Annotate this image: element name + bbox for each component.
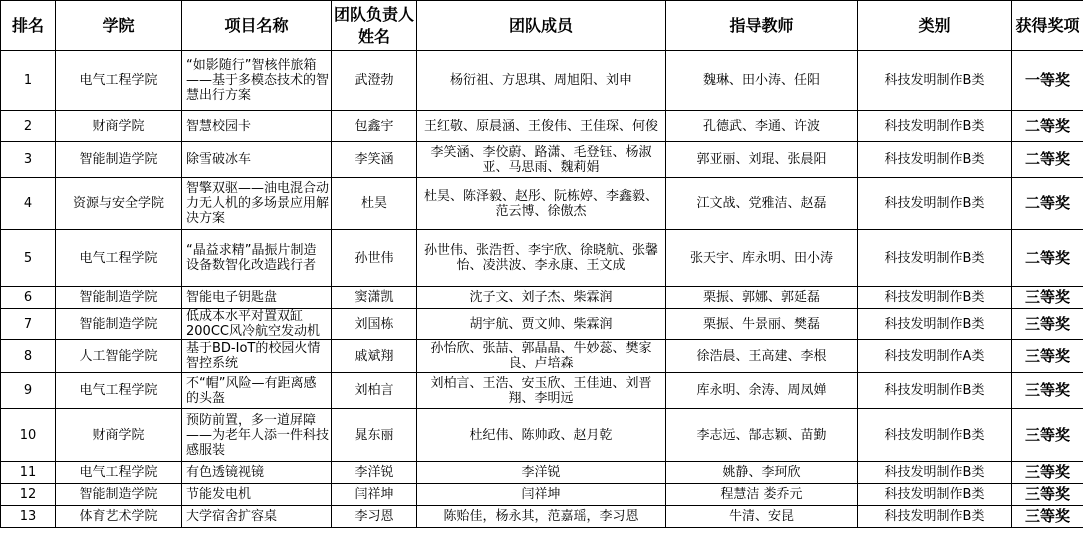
leader-cell: 窦潇凯 (332, 287, 417, 309)
header-teachers: 指导教师 (666, 1, 858, 51)
members-cell: 胡宇航、贾文帅、柴霖润 (417, 309, 666, 340)
award-cell: 一等奖 (1012, 51, 1083, 111)
college-cell: 智能制造学院 (56, 142, 182, 178)
rank-cell: 6 (1, 287, 56, 309)
category-cell: 科技发明制作A类 (858, 340, 1012, 373)
table-row (1, 506, 1083, 528)
table-row (1, 230, 1083, 287)
leader-cell: 李习恩 (332, 506, 417, 528)
award-cell: 二等奖 (1012, 178, 1083, 230)
award-cell: 三等奖 (1012, 462, 1083, 484)
rank-cell: 3 (1, 142, 56, 178)
teachers-cell: 魏琳、田小涛、任阳 (666, 51, 858, 111)
teachers-cell: 栗振、郭娜、郭延磊 (666, 287, 858, 309)
category-cell: 科技发明制作B类 (858, 287, 1012, 309)
header-members: 团队成员 (417, 1, 666, 51)
rank-cell: 11 (1, 462, 56, 484)
rank-cell: 9 (1, 373, 56, 409)
teachers-cell: 姚静、李珂欣 (666, 462, 858, 484)
project-cell: 大学宿舍扩容桌 (182, 506, 332, 528)
members-cell: 闫祥坤 (417, 484, 666, 506)
members-cell: 杨衍祖、方思琪、周旭阳、刘申 (417, 51, 666, 111)
award-cell: 三等奖 (1012, 373, 1083, 409)
teachers-cell: 李志远、郜志颖、苗勤 (666, 409, 858, 462)
award-cell: 三等奖 (1012, 287, 1083, 309)
members-cell: 李洋锐 (417, 462, 666, 484)
project-cell: “如影随行”智核伴旅箱——基于多模态技术的智慧出行方案 (182, 51, 332, 111)
members-cell: 杜纪伟、陈帅政、赵月乾 (417, 409, 666, 462)
project-cell: 低成本水平对置双缸200CC风冷航空发动机 (182, 309, 332, 340)
table-row (1, 340, 1083, 373)
leader-cell: 闫祥坤 (332, 484, 417, 506)
category-cell: 科技发明制作B类 (858, 309, 1012, 340)
project-cell: 智能电子钥匙盘 (182, 287, 332, 309)
college-cell: 电气工程学院 (56, 230, 182, 287)
category-cell: 科技发明制作B类 (858, 373, 1012, 409)
table-row (1, 484, 1083, 506)
project-cell: 智慧校园卡 (182, 111, 332, 142)
project-cell: 基于BD-IoT的校园火情智控系统 (182, 340, 332, 373)
table-row (1, 51, 1083, 111)
teachers-cell: 江文战、党雅洁、赵磊 (666, 178, 858, 230)
members-cell: 沈子文、刘子杰、柴霖润 (417, 287, 666, 309)
leader-cell: 李笑涵 (332, 142, 417, 178)
members-cell: 孙怡欣、张喆、郭晶晶、牛妙蕊、樊家良、卢培森 (417, 340, 666, 373)
college-cell: 电气工程学院 (56, 51, 182, 111)
college-cell: 电气工程学院 (56, 373, 182, 409)
leader-cell: 刘柏言 (332, 373, 417, 409)
leader-cell: 武澄勃 (332, 51, 417, 111)
members-cell: 陈贻佳，杨永其，范嘉瑶，李习恩 (417, 506, 666, 528)
header-leader: 团队负责人姓名 (332, 1, 417, 51)
category-cell: 科技发明制作B类 (858, 462, 1012, 484)
category-cell: 科技发明制作B类 (858, 142, 1012, 178)
teachers-cell: 牛清、安昆 (666, 506, 858, 528)
rank-cell: 12 (1, 484, 56, 506)
table-row (1, 462, 1083, 484)
college-cell: 财商学院 (56, 111, 182, 142)
category-cell: 科技发明制作B类 (858, 178, 1012, 230)
award-cell: 三等奖 (1012, 484, 1083, 506)
rank-cell: 5 (1, 230, 56, 287)
project-cell: 有色透镜视镜 (182, 462, 332, 484)
teachers-cell: 孔德武、李通、许波 (666, 111, 858, 142)
table-row (1, 287, 1083, 309)
college-cell: 人工智能学院 (56, 340, 182, 373)
teachers-cell: 程慧洁 娄乔元 (666, 484, 858, 506)
members-cell: 李笑涵、李佼蔚、路潇、毛登钰、杨淑亚、马思雨、魏莉娟 (417, 142, 666, 178)
table-row (1, 111, 1083, 142)
college-cell: 智能制造学院 (56, 309, 182, 340)
award-cell: 二等奖 (1012, 230, 1083, 287)
award-cell: 三等奖 (1012, 409, 1083, 462)
teachers-cell: 库永明、余涛、周凤婵 (666, 373, 858, 409)
table-row (1, 373, 1083, 409)
leader-cell: 戚斌翔 (332, 340, 417, 373)
category-cell: 科技发明制作B类 (858, 409, 1012, 462)
leader-cell: 杜昊 (332, 178, 417, 230)
leader-cell: 包鑫宇 (332, 111, 417, 142)
college-cell: 资源与安全学院 (56, 178, 182, 230)
rank-cell: 1 (1, 51, 56, 111)
college-cell: 智能制造学院 (56, 484, 182, 506)
leader-cell: 孙世伟 (332, 230, 417, 287)
members-cell: 刘柏言、王浩、安玉欣、王佳迪、刘晋翔、李明远 (417, 373, 666, 409)
category-cell: 科技发明制作B类 (858, 111, 1012, 142)
teachers-cell: 郭亚丽、刘琨、张晨阳 (666, 142, 858, 178)
rank-cell: 10 (1, 409, 56, 462)
teachers-cell: 张天宇、库永明、田小涛 (666, 230, 858, 287)
college-cell: 电气工程学院 (56, 462, 182, 484)
leader-cell: 刘国栋 (332, 309, 417, 340)
table-row (1, 409, 1083, 462)
college-cell: 体育艺术学院 (56, 506, 182, 528)
award-cell: 二等奖 (1012, 111, 1083, 142)
category-cell: 科技发明制作B类 (858, 506, 1012, 528)
project-cell: 不“帽”风险—有距离感的头盔 (182, 373, 332, 409)
members-cell: 孙世伟、张浩哲、李宇欣、徐晓航、张馨怡、凌洪波、李永康、王文成 (417, 230, 666, 287)
header-award: 获得奖项 (1012, 1, 1083, 51)
rank-cell: 8 (1, 340, 56, 373)
table-row (1, 178, 1083, 230)
rank-cell: 2 (1, 111, 56, 142)
rank-cell: 4 (1, 178, 56, 230)
members-cell: 王红敬、原晨涵、王俊伟、王佳琛、何俊 (417, 111, 666, 142)
college-cell: 智能制造学院 (56, 287, 182, 309)
award-cell: 二等奖 (1012, 142, 1083, 178)
header-college: 学院 (56, 1, 182, 51)
project-cell: 节能发电机 (182, 484, 332, 506)
project-cell: 智擎双驱——油电混合动力无人机的多场景应用解决方案 (182, 178, 332, 230)
table-row (1, 142, 1083, 178)
award-cell: 三等奖 (1012, 340, 1083, 373)
header-project: 项目名称 (182, 1, 332, 51)
college-cell: 财商学院 (56, 409, 182, 462)
award-cell: 三等奖 (1012, 506, 1083, 528)
award-cell: 三等奖 (1012, 309, 1083, 340)
project-cell: 除雪破冰车 (182, 142, 332, 178)
teachers-cell: 徐浩晨、王高建、李根 (666, 340, 858, 373)
category-cell: 科技发明制作B类 (858, 230, 1012, 287)
table-row (1, 309, 1083, 340)
project-cell: “晶益求精”晶振片制造设备数智化改造践行者 (182, 230, 332, 287)
leader-cell: 晁东丽 (332, 409, 417, 462)
members-cell: 杜昊、陈泽毅、赵彤、阮栋婷、李鑫毅、范云博、徐傲杰 (417, 178, 666, 230)
header-rank: 排名 (1, 1, 56, 51)
category-cell: 科技发明制作B类 (858, 484, 1012, 506)
teachers-cell: 栗振、牛景丽、樊磊 (666, 309, 858, 340)
rank-cell: 7 (1, 309, 56, 340)
header-row (1, 1, 1083, 51)
header-category: 类别 (858, 1, 1012, 51)
leader-cell: 李洋锐 (332, 462, 417, 484)
project-cell: 预防前置，多一道屏障——为老年人添一件科技感服装 (182, 409, 332, 462)
rank-cell: 13 (1, 506, 56, 528)
category-cell: 科技发明制作B类 (858, 51, 1012, 111)
